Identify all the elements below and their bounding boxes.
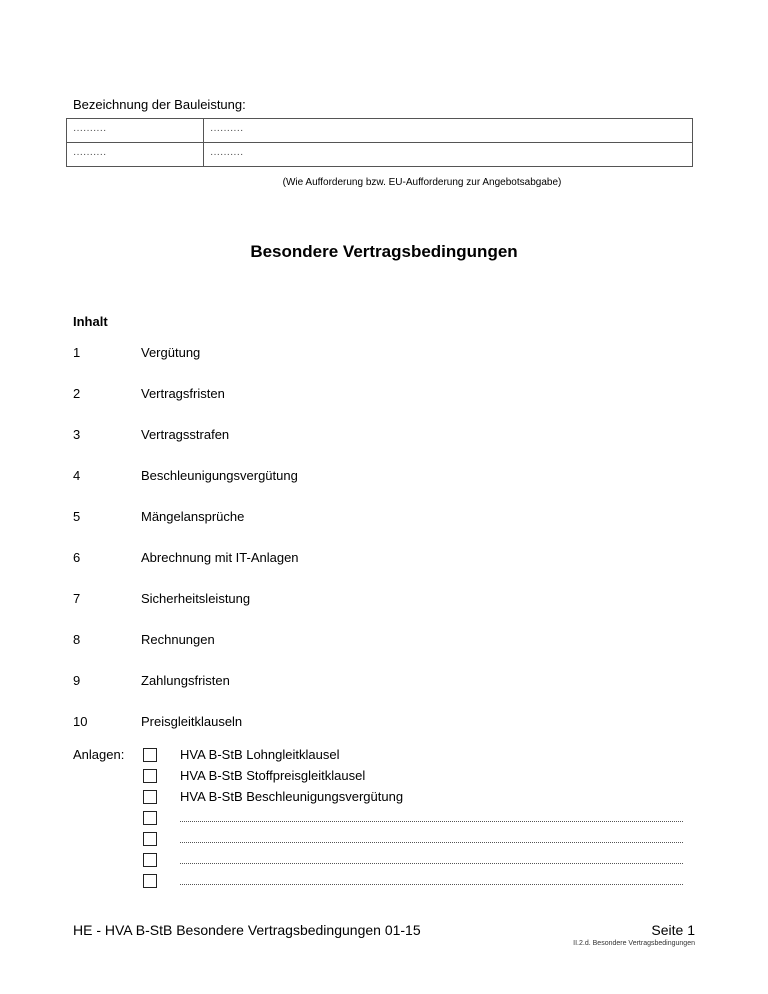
table-cell[interactable]: ··········	[67, 143, 204, 167]
contents-item-number: 6	[73, 550, 81, 565]
attachment-label: HVA B-StB Lohngleitklausel	[180, 747, 340, 762]
contents-item-label: Sicherheitsleistung	[141, 591, 251, 606]
attachment-checkbox[interactable]	[143, 811, 157, 825]
attachment-blank-line[interactable]	[180, 842, 683, 843]
table-cell[interactable]: ··········	[67, 119, 204, 143]
attachment-checkbox[interactable]	[143, 790, 157, 804]
contents-item-label: Vergütung	[141, 345, 201, 360]
contents-item-number: 10	[73, 714, 88, 729]
attachment-blank-line[interactable]	[180, 821, 683, 822]
contents-item-label: Rechnungen	[141, 632, 215, 647]
contents-item-number: 7	[73, 591, 81, 606]
attachment-label: HVA B-StB Beschleunigungsvergütung	[180, 789, 404, 804]
contents-item-number: 2	[73, 386, 81, 401]
attachment-checkbox[interactable]	[143, 832, 157, 846]
contents-item-number: 5	[73, 509, 81, 524]
attachment-blank-line[interactable]	[180, 884, 683, 885]
attachment-label: HVA B-StB Stoffpreisgleitklausel	[180, 768, 366, 783]
table-hint	[0, 177, 768, 188]
footer-page-number: Seite 1	[651, 922, 695, 938]
contents-heading: Inhalt	[73, 314, 108, 329]
contents-item-label: Vertragsfristen	[141, 386, 225, 401]
contents-item-number: 9	[73, 673, 81, 688]
footer-document-title: HE - HVA B-StB Besondere Vertragsbedingungen 01-15	[73, 922, 421, 938]
contents-item-label: Mängelansprüche	[141, 509, 245, 524]
table-cell[interactable]: ··········	[204, 143, 693, 167]
contents-item-number: 3	[73, 427, 81, 442]
contents-item-label: Preisgleitklauseln	[141, 714, 243, 729]
table-cell[interactable]: ··········	[204, 119, 693, 143]
contents-item-label: Zahlungsfristen	[141, 673, 230, 688]
construction-table	[66, 118, 693, 167]
attachment-checkbox[interactable]	[143, 853, 157, 867]
title-text: Besondere Vertragsbedingungen	[250, 242, 518, 261]
table-row	[67, 143, 693, 167]
contents-item-number: 1	[73, 345, 81, 360]
contents-item-number: 8	[73, 632, 81, 647]
construction-label: Bezeichnung der Bauleistung:	[73, 97, 246, 112]
attachment-checkbox[interactable]	[143, 748, 157, 762]
footer-section: II.2.d. Besondere Vertragsbedingungen	[573, 940, 695, 947]
contents-item-number: 4	[73, 468, 81, 483]
attachment-checkbox[interactable]	[143, 769, 157, 783]
attachments-label: Anlagen:	[73, 747, 125, 762]
attachment-blank-line[interactable]	[180, 863, 683, 864]
hint-text: (Wie Aufforderung bzw. EU-Aufforderung zur Angebotsabgabe)	[282, 177, 562, 188]
contents-item-label: Beschleunigungsvergütung	[141, 468, 298, 483]
attachment-checkbox[interactable]	[143, 874, 157, 888]
page-title	[0, 242, 768, 262]
contents-item-label: Vertragsstrafen	[141, 427, 230, 442]
table-row	[67, 119, 693, 143]
contents-item-label: Abrechnung mit IT-Anlagen	[141, 550, 299, 565]
